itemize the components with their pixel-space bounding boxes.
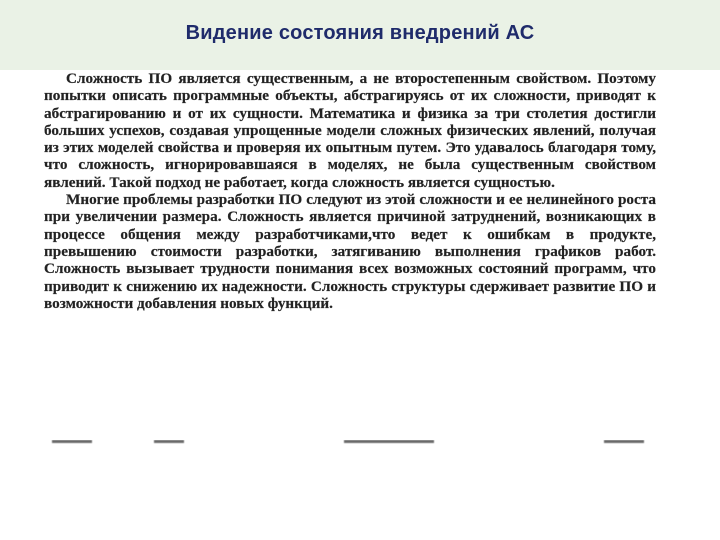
cut-off-text-line (44, 440, 656, 446)
slide-title: Видение состояния внедрений АС (185, 22, 535, 44)
paragraph-1: Сложность ПО является существенным, а не второстепенным свойством. Поэтому попытки описать программные объекты, абстрагируясь от их сложности, приводят к абстрагированию и от их сущности. Математика и физика за три столетия достигли больших успехов, создавая упрощенные модели сложных физических явлений, получая из этих моделей свойства и проверяя их опытным путем. Это удавалось благодаря тому, что сложность, игнорировавшаяся в моделях, не была существенным свойством явлений. Такой подход не работает, когда сложность является сущностью. (44, 70, 656, 191)
scanned-text-image (44, 70, 656, 430)
paragraph-2: Многие проблемы разработки ПО следуют из этой сложности и ее нелинейного роста при увеличении размера. Сложность является причиной затруднений, возникающих в процессе общения между разработчиками,что ведет к ошибкам в продукте, превышению стоимости разработки, затягиванию выполнения графиков работ. Сложность вызывает трудности понимания всех возможных состояний программ, что приводит к снижению их надежности. Сложность структуры сдерживает развитие ПО и возможности добавления новых функций. (44, 191, 656, 312)
